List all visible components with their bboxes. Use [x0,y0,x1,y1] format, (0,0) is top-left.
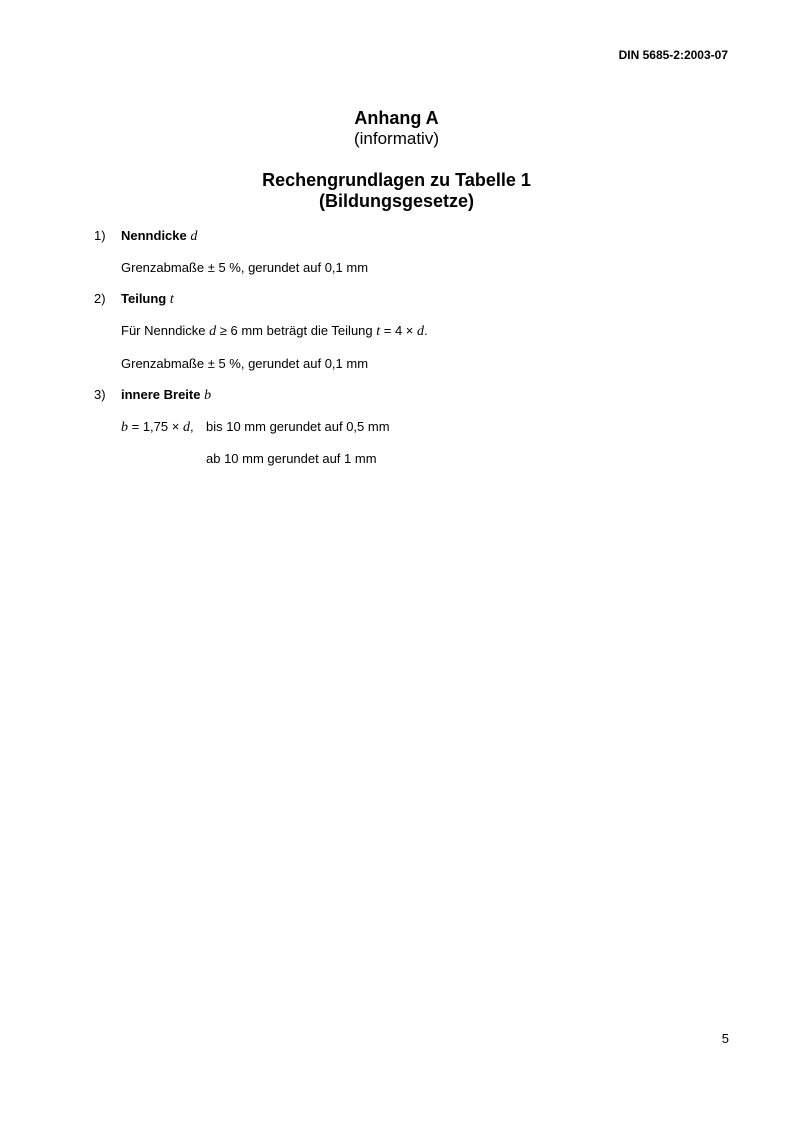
item-2-text-1-var-d: d [209,324,217,339]
item-3-formula-var-d: d [182,420,190,435]
item-3-formula [121,419,194,436]
item-2-text-1-var-d2: d [417,324,425,339]
annex-title: Anhang A [354,108,439,128]
item-3-formula-mid: = 1,75 × [128,419,183,434]
item-3-formula-var-b: b [121,420,128,435]
item-3-variable: b [204,388,212,403]
section-title-line-1: Rechengrundlagen zu Tabelle 1 [262,170,531,190]
item-1-heading-label: Nenndicke [121,228,187,243]
item-2-heading-label: Teilung [121,291,167,306]
item-2-text-1 [121,323,428,340]
item-2-text-1-end: . [424,323,428,338]
item-2-variable: t [169,292,174,307]
item-1-text: Grenzabmaße ± 5 %, gerundet auf 0,1 mm [121,260,369,275]
item-2-text-1-eq: = 4 × [380,323,418,338]
item-3-heading [121,387,211,404]
item-2-number: 2) [94,291,106,306]
item-2-text-2: Grenzabmaße ± 5 %, gerundet auf 0,1 mm [121,356,369,371]
section-title-line-2: (Bildungsgesetze) [318,191,474,211]
item-2-heading [121,291,174,308]
section-title [0,170,793,212]
item-3-number: 3) [94,387,106,402]
item-2-text-1-pre: Für Nenndicke [121,323,210,338]
item-2-text-1-mid: ≥ 6 mm beträgt die Teilung [216,323,377,338]
item-1-heading [121,228,197,245]
item-3-rule-1: bis 10 mm gerundet auf 0,5 mm [206,419,390,434]
document-identifier: DIN 5685-2:2003-07 [618,48,728,62]
item-2-text-1-var-t: t [376,324,381,339]
item-3-formula-end: , [189,419,194,434]
item-1-variable: d [190,229,198,244]
page-number: 5 [721,1031,729,1046]
item-1-number: 1) [94,228,106,243]
item-3-rule-2: ab 10 mm gerundet auf 1 mm [206,451,377,466]
annex-subtitle: (informativ) [353,129,439,148]
item-3-heading-label: innere Breite [121,387,201,402]
